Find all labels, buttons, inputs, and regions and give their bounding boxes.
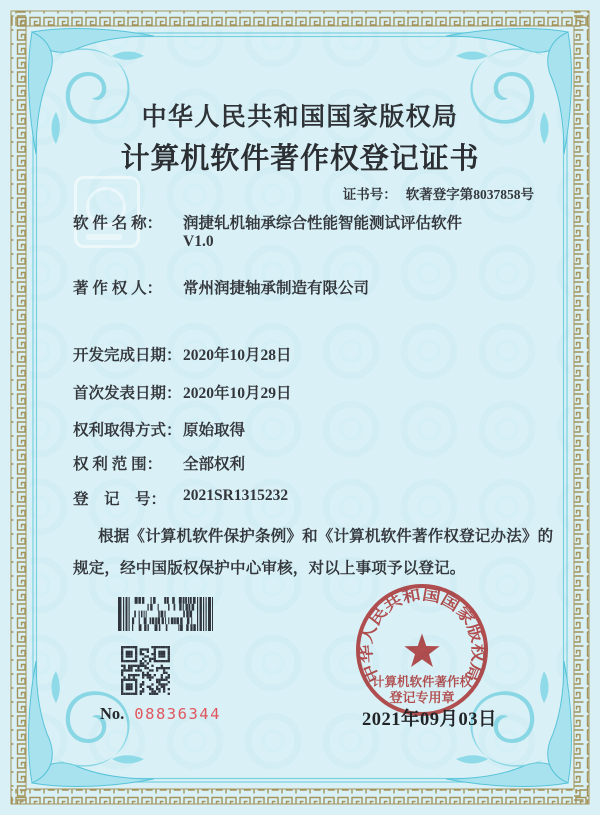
field-right-acquisition — [73, 418, 533, 438]
field-copyright-owner — [73, 276, 533, 296]
field-right-scope — [73, 452, 533, 472]
field-value: 全部权利 — [183, 456, 246, 473]
field-value: 常州润捷轴承制造有限公司 — [183, 280, 370, 297]
field-value: 2020年10月28日 — [183, 347, 292, 364]
statement-line2: 规定，经中国版权保护中心审核，对以上事项予以登记。 — [73, 560, 466, 577]
field-dev-complete-date — [73, 343, 533, 363]
serial-number-label: No. — [100, 704, 125, 723]
certificate-number-label: 证书号： — [342, 187, 397, 202]
serial-number-value: 08836344 — [134, 705, 221, 723]
field-label: 开发完成日期： — [73, 347, 182, 364]
qr-code — [121, 646, 170, 695]
authority-title: 中华人民共和国国家版权局 — [141, 104, 459, 131]
field-label: 登 记 号： — [73, 491, 167, 508]
field-value: 2020年10月29日 — [183, 385, 292, 402]
field-software-name — [73, 211, 533, 231]
certificate-number-value: 软著登字第8037858号 — [405, 187, 534, 202]
statement-line1: 根据《计算机软件保护条例》和《计算机软件著作权登记办法》的 — [98, 528, 554, 545]
issue-date: 2021年09月03日 — [362, 710, 498, 730]
certificate-title: 计算机软件著作权登记证书 — [120, 143, 480, 175]
field-label: 软 件 名 称： — [73, 215, 163, 232]
seal-text-line1: 计算机软件著作权 — [371, 675, 473, 689]
seal-star-icon — [404, 634, 439, 668]
serial-number-line — [100, 704, 221, 724]
seal-ring-text: 中华人民共和国国家版权局 — [358, 586, 486, 685]
field-software-version: V1.0 — [183, 233, 214, 250]
field-label: 权 利 范 围： — [73, 456, 163, 473]
field-label: 权利取得方式： — [73, 422, 182, 439]
pdf417-barcode — [118, 597, 213, 631]
field-value: 2021SR1315232 — [183, 487, 289, 504]
field-value: 原始取得 — [183, 422, 246, 439]
field-value: 润捷轧机轴承综合性能智能测试评估软件 — [183, 215, 463, 232]
field-registration-number — [73, 487, 533, 507]
field-label: 首次发表日期： — [73, 385, 182, 402]
certificate-number — [343, 183, 534, 203]
field-first-publish-date — [73, 381, 533, 401]
seal-text-line2: 登记专用章 — [389, 690, 455, 705]
field-label: 著 作 权 人： — [73, 280, 163, 297]
red-star-official-seal — [351, 578, 493, 726]
